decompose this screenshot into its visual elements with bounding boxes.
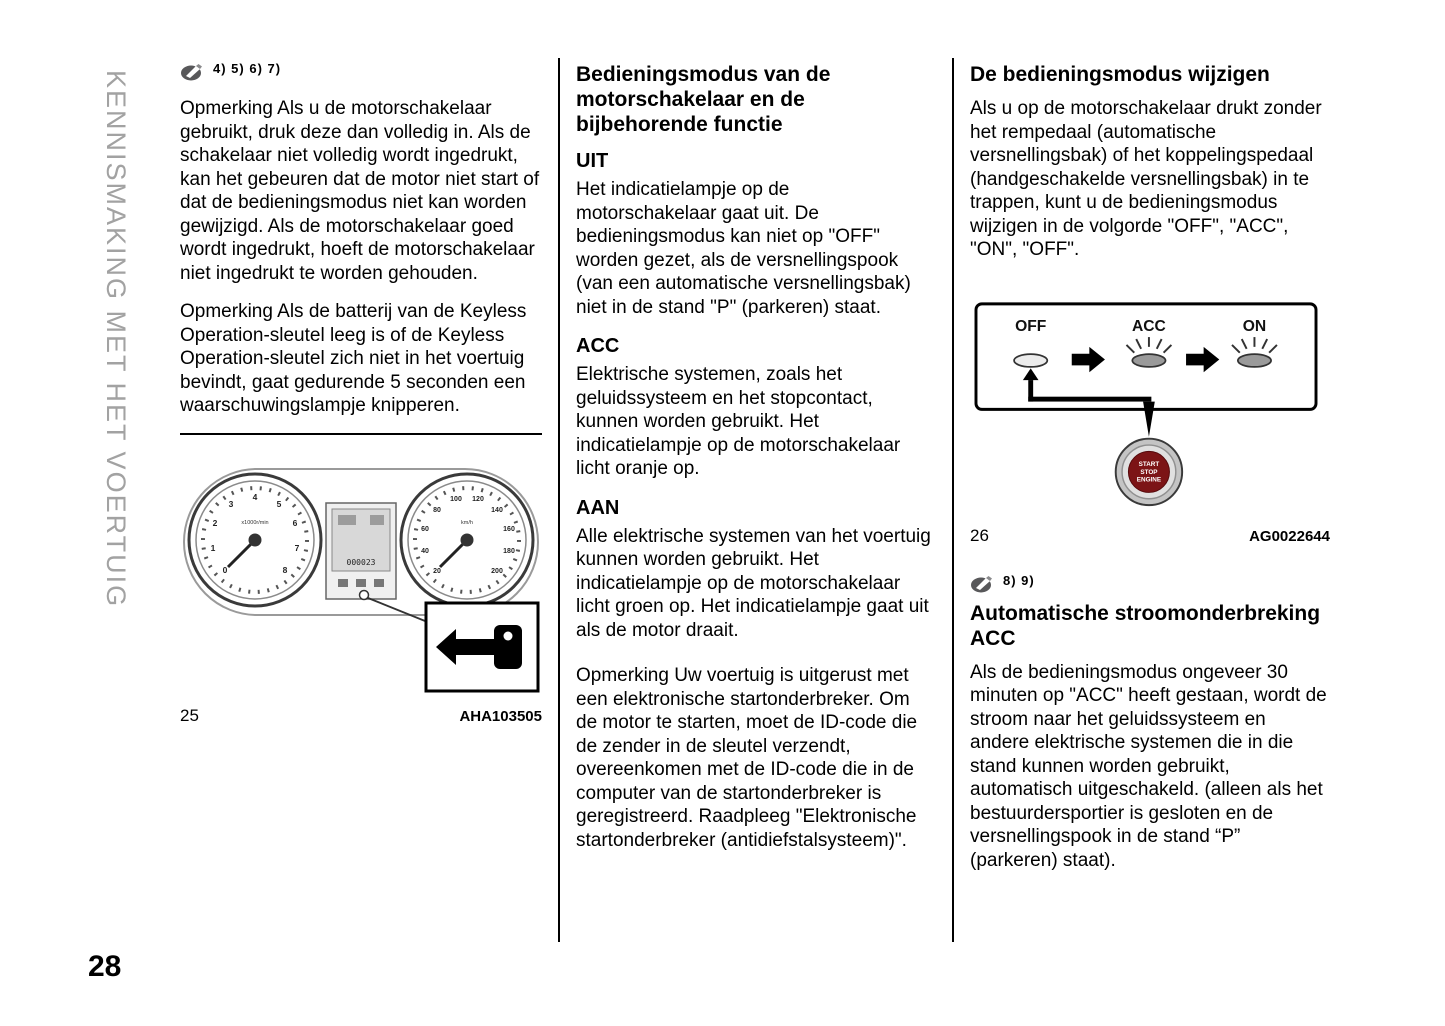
mode-subheading-uit: UIT xyxy=(576,150,609,172)
svg-text:20: 20 xyxy=(433,567,441,575)
note-marker xyxy=(180,62,542,81)
section-heading: Bedieningsmodus van de motorschakelaar en de bijbehorende functie xyxy=(576,63,831,136)
note-pencil-icon xyxy=(970,574,996,593)
note-paragraph: Opmerking Als u de motorschakelaar gebruikt, druk deze dan volledig in. Als de schakelaar niet volledig wordt ingedrukt, kan het gebeuren dat de motor niet start of dat de bedieningsmodus niet kan worden gewijzigd. Als de motorschakelaar goed wordt ingedrukt, hoeft de motorschakelaar niet ingedrukt te worden gehouden. xyxy=(180,98,540,284)
speed-unit-label: km/h xyxy=(461,519,473,526)
mode-paragraph: Alle elektrische systemen van het voertuig kunnen worden gebruikt. Het indicatielampje op de motorschakelaar licht groen op. Het indicatielampje gaat uit als de motor draait. xyxy=(576,525,931,641)
svg-text:6: 6 xyxy=(292,517,298,528)
paragraph: Als u op de motorschakelaar drukt zonder het rempedaal (automatische versnellingsbak) of het koppelingspedaal (handgeschakelde versnellingsbak) in te trappen, kunt u de bedieningsmodus wijzigen in de volgorde "OFF", "ACC", "ON", "OFF". xyxy=(970,98,1322,260)
figure-caption xyxy=(180,706,542,726)
figure-number: 26 xyxy=(970,525,989,545)
svg-text:140: 140 xyxy=(491,506,503,514)
note-paragraph: Opmerking Uw voertuig is uitgerust met een elektronische startonderbreker. Om de motor te starten, moet de ID-code die de zender in de sleutel verzendt, overeenkomen met de ID-code die in de computer van de startonderbreker is geregistreerd. Raadpleeg "Elektronische startonderbreker (antidiefstalsysteem)". xyxy=(576,665,918,851)
speedometer-gauge xyxy=(401,474,533,606)
label-acc: ACC xyxy=(1132,317,1166,335)
page-number: 28 xyxy=(88,950,122,983)
svg-text:120: 120 xyxy=(472,495,484,503)
svg-text:STOP: STOP xyxy=(1140,468,1158,476)
svg-text:0: 0 xyxy=(222,564,228,575)
paragraph: Als de bedieningsmodus ongeveer 30 minuten op "ACC" heeft gestaan, wordt de stroom naar het geluidssysteem en andere elektrische systemen die in die stand kunnen worden gebruikt, automatisch uitgeschakeld. (alleen als het bestuurdersportier is gesloten en de versnellingspook in de stand “P” (parkeren) staat). xyxy=(970,661,1327,871)
pointer-to-button xyxy=(1143,401,1155,436)
mode-paragraph: Het indicatielampje op de motorschakelaar gaat uit. De bedieningsmodus kan niet op "OFF" worden gezet, als de versnellingspook (van een automatische versnellingsbak) niet in de stand "P" (parkeren) staat. xyxy=(576,179,911,318)
svg-text:7: 7 xyxy=(294,542,300,553)
mode-subheading-acc: ACC xyxy=(576,335,620,357)
svg-text:1: 1 xyxy=(210,542,216,553)
figure-instrument-cluster xyxy=(180,433,542,726)
label-on: ON xyxy=(1242,317,1267,335)
footnote-refs: 8) 9) xyxy=(1003,572,1035,588)
figure-code: AG0022644 xyxy=(1249,527,1330,545)
svg-text:60: 60 xyxy=(421,525,429,533)
note-pencil-icon xyxy=(180,62,206,81)
odometer-value: 000023 xyxy=(346,557,376,567)
mode-sequence-diagram xyxy=(970,298,1322,511)
section-heading: De bedieningsmodus wijzigen xyxy=(970,63,1270,86)
figure-number: 25 xyxy=(180,705,199,725)
footnote-refs: 4) 5) 6) 7) xyxy=(213,61,282,76)
key-callout xyxy=(426,603,538,691)
section-heading: Automatische stroomonderbreking ACC xyxy=(970,601,1321,650)
chapter-sidebar-label: KENNISMAKING MET HET VOERTUIG xyxy=(101,70,131,609)
svg-text:40: 40 xyxy=(421,547,429,555)
callout-marker xyxy=(360,590,369,599)
note-marker xyxy=(970,574,1330,593)
svg-text:180: 180 xyxy=(503,547,515,555)
svg-text:5: 5 xyxy=(276,498,282,509)
svg-text:80: 80 xyxy=(433,506,441,514)
svg-text:2: 2 xyxy=(212,517,218,528)
instrument-cluster-illustration xyxy=(180,443,542,695)
label-off: OFF xyxy=(1015,317,1047,335)
left-column xyxy=(180,60,542,726)
note-paragraph: Opmerking Als de batterij van de Keyless Operation-sleutel leeg is of de Keyless Operation-sleutel zich niet in het voertuig bevindt, gaat gedurende 5 seconden een waarschuwingslampje knipperen. xyxy=(180,301,527,416)
indicator-icons xyxy=(338,579,348,587)
svg-text:160: 160 xyxy=(503,525,515,533)
lcd-display xyxy=(326,503,396,599)
figure-mode-diagram xyxy=(970,298,1330,546)
middle-column xyxy=(576,60,934,867)
start-stop-engine-button xyxy=(1116,438,1182,504)
svg-text:100: 100 xyxy=(450,495,462,503)
svg-text:ENGINE: ENGINE xyxy=(1136,476,1162,484)
svg-text:START: START xyxy=(1138,460,1160,468)
tacho-unit-label: x1000r/min xyxy=(241,519,269,526)
tachometer-gauge xyxy=(189,474,321,606)
mode-paragraph: Elektrische systemen, zoals het geluidssysteem en het stopcontact, kunnen worden gebruikt. Het indicatielampje op de motorschakelaar licht oranje op. xyxy=(576,364,901,479)
figure-caption xyxy=(970,526,1330,546)
button-off xyxy=(1014,354,1047,367)
svg-text:3: 3 xyxy=(228,498,234,509)
right-column xyxy=(970,60,1330,887)
column-divider xyxy=(952,58,954,942)
mode-subheading-aan: AAN xyxy=(576,496,620,519)
svg-text:200: 200 xyxy=(491,567,503,575)
svg-text:8: 8 xyxy=(282,564,288,575)
figure-code: AHA103505 xyxy=(459,707,542,725)
svg-text:4: 4 xyxy=(252,491,258,502)
column-divider xyxy=(558,58,560,942)
